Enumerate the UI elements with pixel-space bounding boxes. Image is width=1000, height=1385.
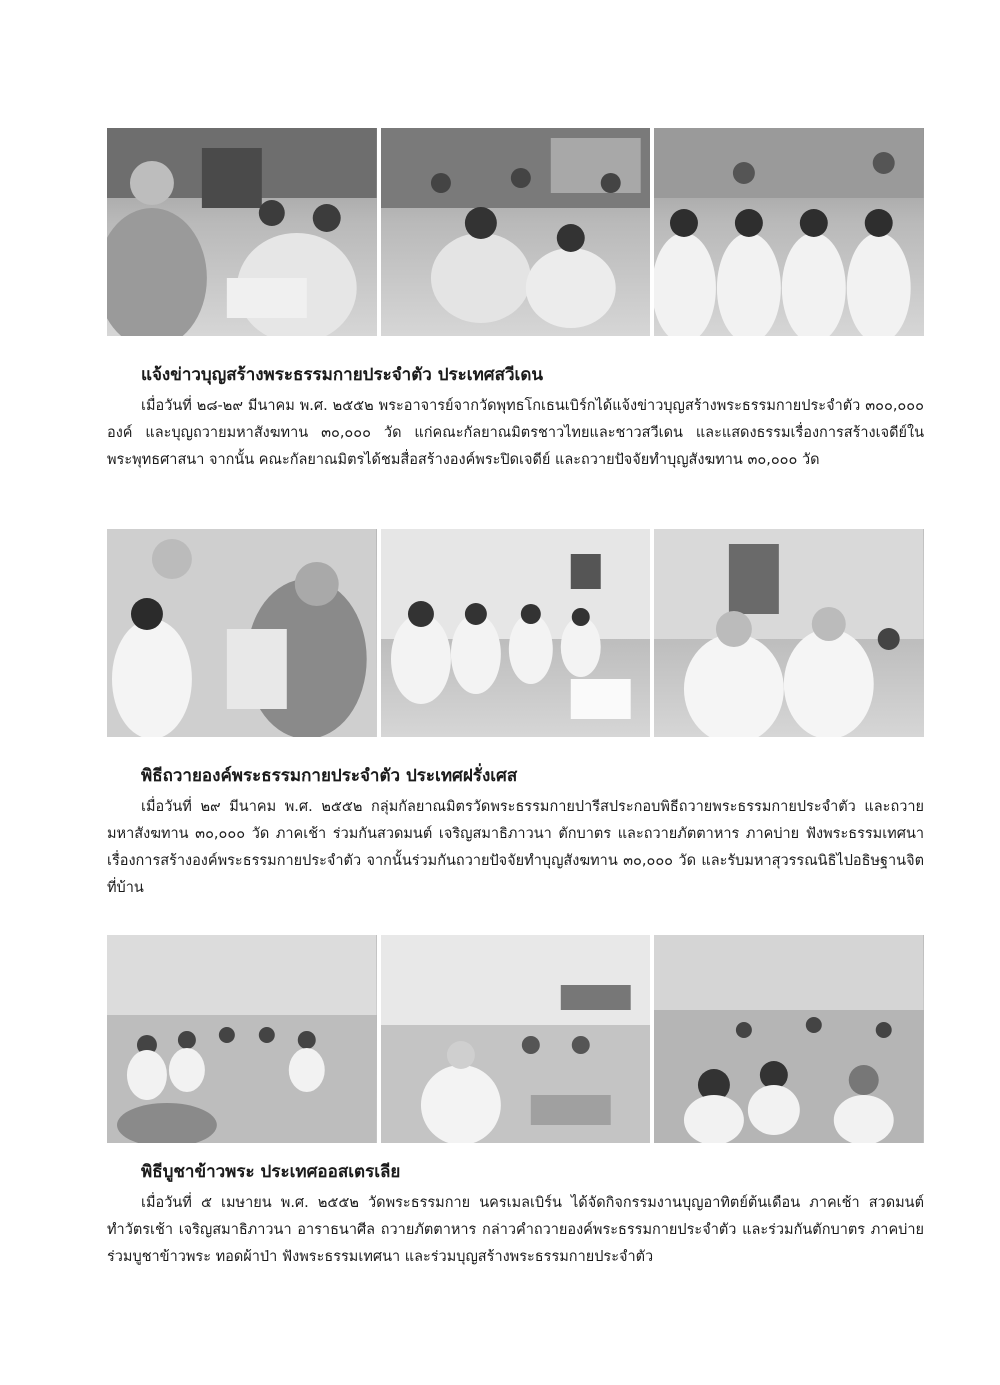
heading-sweden: แจ้งข่าวบุญสร้างพระธรรมกายประจำตัว ประเทศสวีเดน <box>141 365 543 385</box>
article-france <box>107 764 924 902</box>
heading-france: พิธีถวายองค์พระธรรมกายประจำตัว ประเทศฝรั่งเศส <box>141 766 518 786</box>
heading-australia: พิธีบูชาข้าวพระ ประเทศออสเตรเลีย <box>141 1162 401 1182</box>
body-australia: เมื่อวันที่ ๕ เมษายน พ.ศ. ๒๕๕๒ วัดพระธรรมกาย นครเมลเบิร์น ได้จัดกิจกรรมงานบุญอาทิตย์ต้นเดือน ภาคเช้า สวดมนต์ทำวัตรเช้า เจริญสมาธิภาวนา อาราธนาศีล ถวายภัตตาหาร กล่าวคำถวายองค์พระธรรมกายประจำตัว และร่วมกันตักบาตร ภาคบ่าย ร่วมบูชาข้าวพระ ทอดผ้าป่า ฟังพระธรรมเทศนา และร่วมบุญสร้างพระธรรมกายประจำตัว <box>107 1195 924 1265</box>
photo-monk-offering <box>107 128 377 336</box>
photo-group-praying <box>654 128 924 336</box>
article-sweden <box>107 363 924 474</box>
photo-monk-microphone <box>107 529 377 737</box>
body-sweden: เมื่อวันที่ ๒๘-๒๙ มีนาคม พ.ศ. ๒๕๕๒ พระอาจารย์จากวัดพุทธโกเธนเบิร์กได้แจ้งข่าวบุญสร้างพระธรรมกายประจำตัว ๓๐๐,๐๐๐ องค์ และบุญถวายมหาสังฆทาน ๓๐,๐๐๐ วัด แก่คณะกัลยาณมิตรชาวไทยและชาวสวีเดน และแสดงธรรมเรื่องการสร้างเจดีย์ในพระพุทธศาสนา จากนั้น คณะกัลยาณมิตรได้ชมสื่อสร้างองค์พระปิดเจดีย์ และถวายปัจจัยทำบุญสังฆทาน ๓๐,๐๐๐ วัด <box>107 398 924 468</box>
body-france: เมื่อวันที่ ๒๙ มีนาคม พ.ศ. ๒๕๕๒ กลุ่มกัลยาณมิตรวัดพระธรรมกายปารีสประกอบพิธีถวายพระธรรมกายประจำตัว และถวายมหาสังฆทาน ๓๐,๐๐๐ วัด ภาคเช้า ร่วมกันสวดมนต์ เจริญสมาธิภาวนา ตักบาตร และถวายภัตตาหาร ภาคบ่าย ฟังพระธรรมเทศนาเรื่องการสร้างองค์พระธรรมกายประจำตัว จากนั้นร่วมกันถวายปัจจัยทำบุญสังฆทาน ๓๐,๐๐๐ วัด และรับมหาสุวรรณนิธิไปอธิษฐานจิตที่บ้าน <box>107 799 924 896</box>
photo-group-row-seated <box>381 529 651 737</box>
photo-hall-congregation <box>107 935 377 1143</box>
photo-hall-meditation <box>381 935 651 1143</box>
article-australia <box>107 1160 924 1271</box>
photo-men-praying <box>654 529 924 737</box>
photo-row-sweden <box>107 128 924 336</box>
photo-group-seated <box>381 128 651 336</box>
photo-row-australia <box>107 935 924 1143</box>
photo-hall-rows <box>654 935 924 1143</box>
photo-row-france <box>107 529 924 737</box>
